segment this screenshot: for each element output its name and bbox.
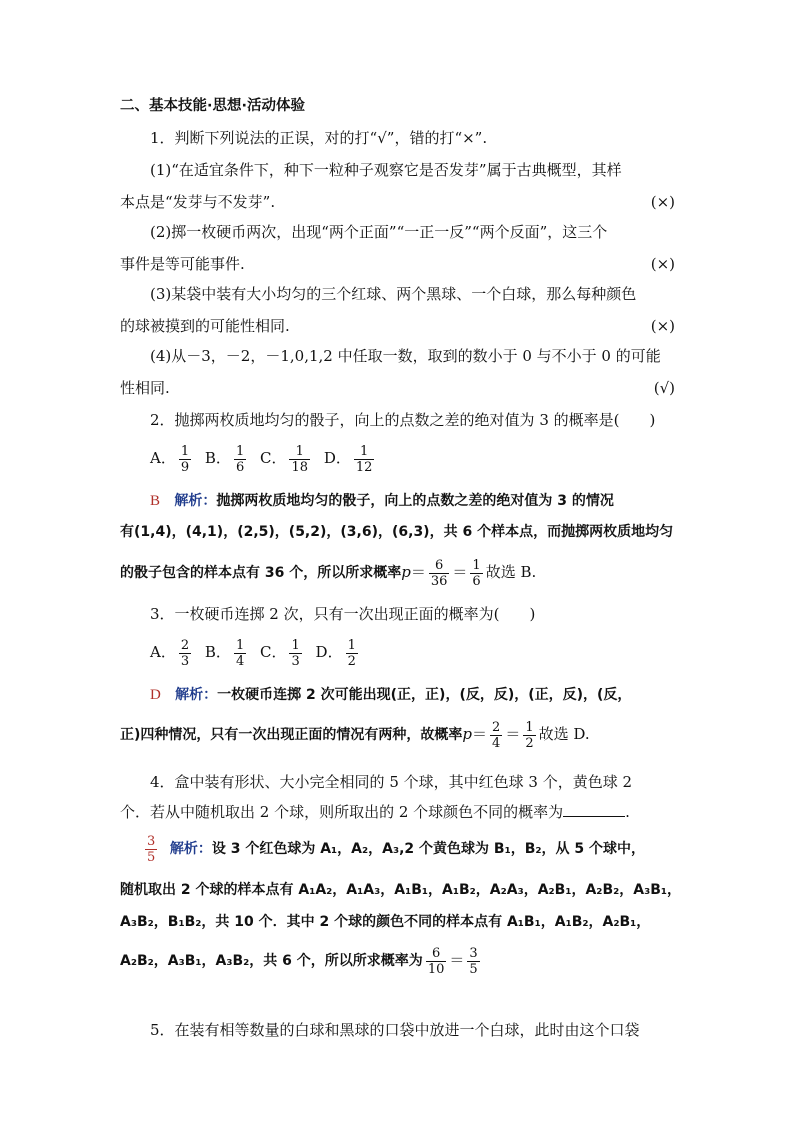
q1-statement-3-mark: (×) [650,317,675,335]
q4-analysis-label: 解析： [169,841,212,857]
q1-statement-4-line-1: (4)从－3，－2，－1,0,1,2 中任取一数，取到的数小于 0 与不小于 0 的可能 [150,347,661,365]
q4-stem-line-1: 4．盒中装有形状、大小完全相同的 5 个球，其中红色球 3 个，黄色球 2 [150,773,633,791]
q3-option-c: C． $\frac{1}{3}$ [260,637,300,669]
q1-statement-3-text: 的球被摸到的可能性相同. [120,317,290,335]
q3-options [150,632,675,672]
q2-option-b: B． $\frac{1}{6}$ [204,443,245,475]
q2-solution-line-2: 有(1,4)，(4,1)，(2,5)，(5,2)，(3,6)，(6,3)，共 6 个样本点，而抛掷两枚质地均匀 [120,524,674,540]
q3-option-b: B． $\frac{1}{4}$ [204,637,245,669]
q4-solution-line-1: $\frac{3}{5}$ 解析：设 3 个红色球为 A₁，A₂，A₃,2 个黄色球为 B₁，B₂，从 5 个球中， [147,833,645,865]
q4-answer-blank [563,802,625,817]
q3-option-a: A． $\frac{2}{3}$ [150,637,190,669]
q1-stem: 1．判断下列说法的正误，对的打“√”，错的打“×”. [150,129,488,147]
q3-answer: D [150,687,161,703]
q1-statement-1-line-1: (1)“在适宜条件下，种下一粒种子观察它是否发芽”属于古典概型，其样 [150,161,622,179]
q2-analysis-label: 解析： [174,493,217,509]
q4-solution-line-3: A₃B₂，B₁B₂，共 10 个．其中 2 个球的颜色不同的样本点有 A₁B₁，A₁B₂，A₂B₁， [120,914,651,930]
q1-statement-4-mark: (√) [653,379,675,397]
section-heading: 二、基本技能·思想·活动体验 [120,98,306,114]
q1-statement-1-mark: (×) [650,193,675,211]
q3-analysis-label: 解析： [175,687,218,703]
q1-statement-2-mark: (×) [650,255,675,273]
q5-stem-line-1: 5．在装有相等数量的白球和黑球的口袋中放进一个白球，此时由这个口袋 [150,1021,640,1039]
q2-stem: 2．抛掷两枚质地均匀的骰子，向上的点数之差的绝对值为 3 的概率是( ) [150,411,656,429]
q1-statement-4-line-2 [120,378,675,398]
q2-option-c: C． $\frac{1}{18}$ [260,443,309,475]
q1-statement-4-text: 性相同. [120,379,170,397]
q1-statement-3-line-1: (3)某袋中装有大小均匀的三个红球、两个黑球、一个白球，那么每种颜色 [150,285,637,303]
q2-option-a: A． $\frac{1}{9}$ [150,443,190,475]
q3-stem: 3．一枚硬币连掷 2 次，只有一次出现正面的概率为( ) [150,605,536,623]
q2-options [150,438,675,478]
q4-solution-line-2: 随机取出 2 个球的样本点有 A₁A₂，A₁A₃，A₁B₁，A₁B₂，A₂A₃，A₂B₁，A₂B₂，A₃B₁， [120,882,682,898]
q1-statement-2-line-2 [120,254,675,274]
q2-answer: B [150,493,161,509]
q3-solution-line-2: 正)四种情况，只有一次出现正面的情况有两种，故概率p＝ $\frac{2}{4}$ ＝ $\frac{1}{2}$ 故选 D. [120,719,590,751]
q1-statement-1-text: 本点是“发芽与不发芽”. [120,193,276,211]
q4-stem-line-2: 个．若从中随机取出 2 个球，则所取出的 2 个球颜色不同的概率为 . [120,803,630,821]
q1-statement-1-line-2 [120,192,675,212]
q2-solution-line-3: 的骰子包含的样本点有 36 个，所以所求概率p＝ $\frac{6}{36}$ ＝ $\frac{1}{6}$ 故选 B. [120,557,537,589]
q2-option-d: D． $\frac{1}{12}$ [323,443,373,475]
q4-answer-fraction: $\frac{3}{5}$ [147,833,156,865]
q3-solution-line-1: D 解析：一枚硬币连掷 2 次可能出现(正，正)，(反，反)，(正，反)，(反， [150,687,632,703]
q3-option-d: D． $\frac{1}{2}$ [315,637,356,669]
q2-solution-line-1: B 解析：抛掷两枚质地均匀的骰子，向上的点数之差的绝对值为 3 的情况 [150,493,614,509]
q1-statement-2-text: 事件是等可能事件. [120,255,245,273]
q1-statement-2-line-1: (2)掷一枚硬币两次，出现“两个正面”“一正一反”“两个反面”，这三个 [150,223,608,241]
q1-statement-3-line-2 [120,316,675,336]
q4-solution-line-4: A₂B₂，A₃B₁，A₃B₂，共 6 个，所以所求概率为 $\frac{6}{10}$ ＝ $\frac{3}{5}$ [120,945,478,977]
